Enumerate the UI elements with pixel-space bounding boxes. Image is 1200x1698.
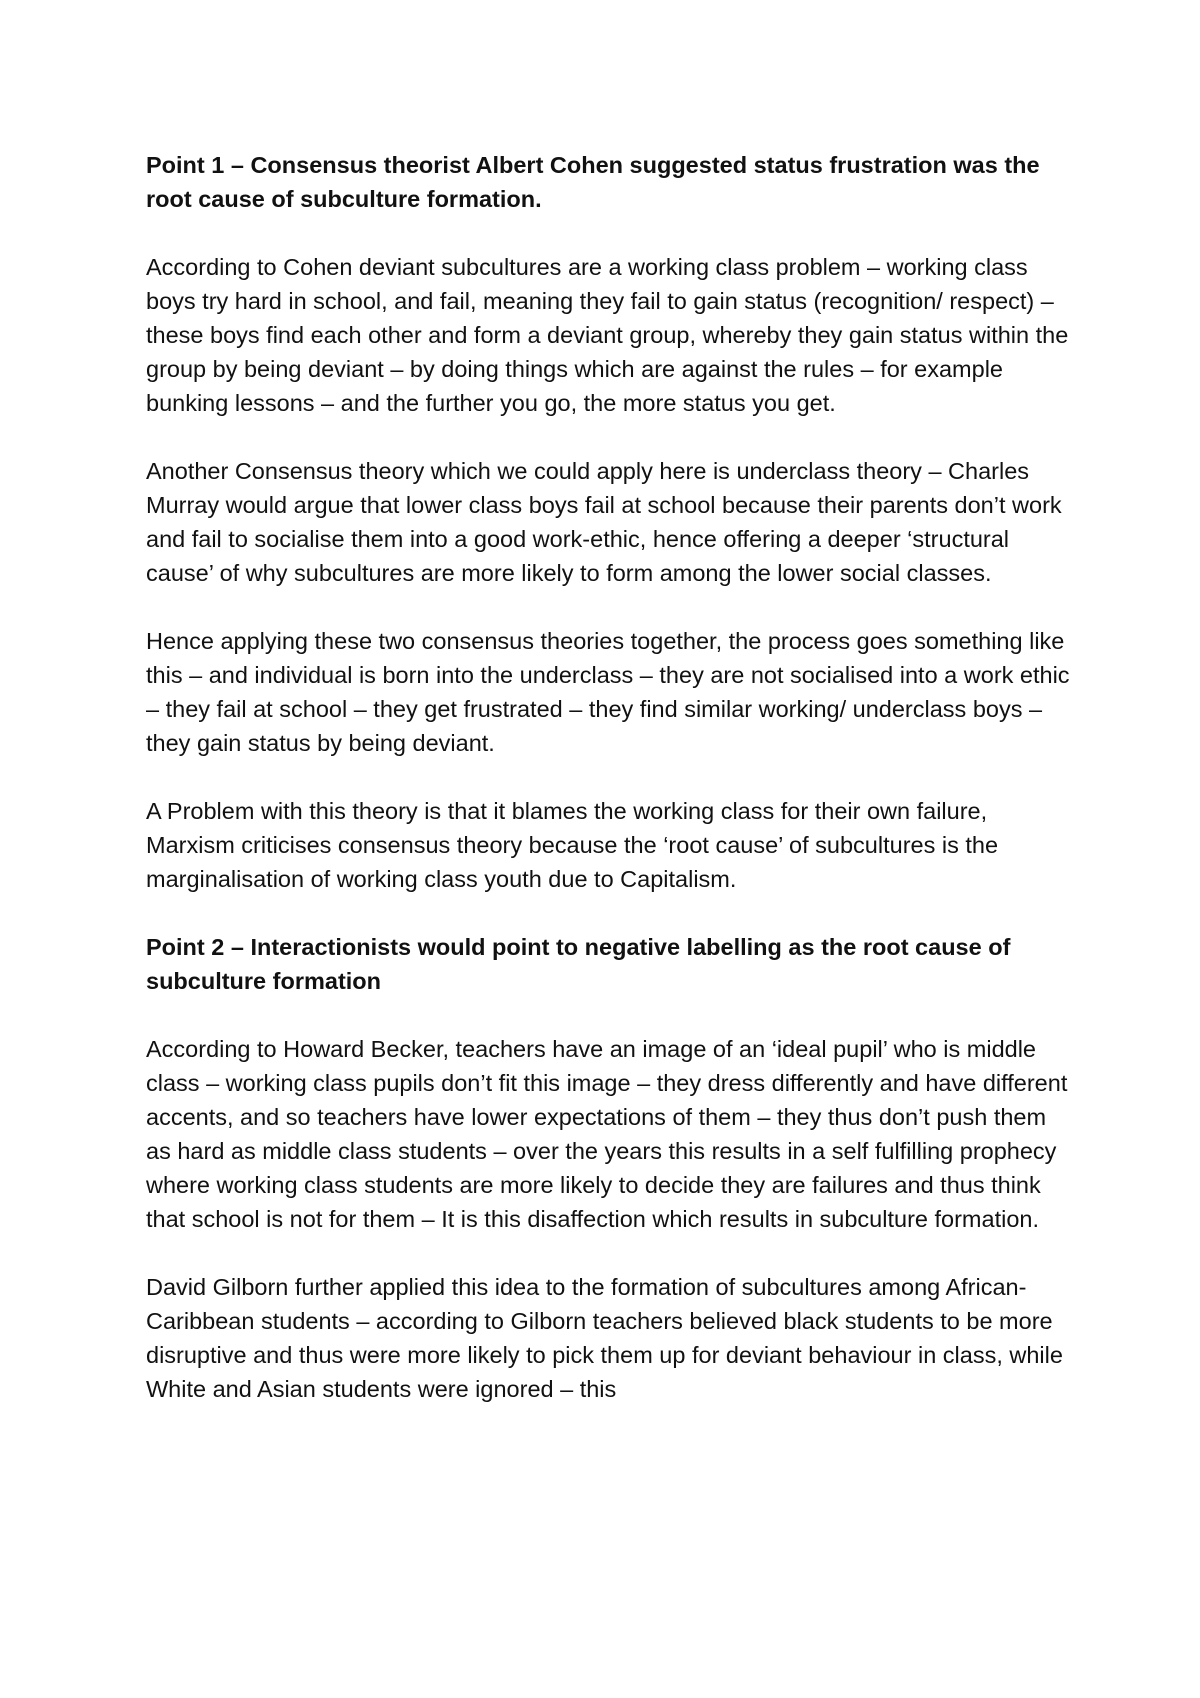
point-1-paragraph-underclass: Another Consensus theory which we could apply here is underclass theory – Charles Murray would argue that lower class boys fail at school because their parents don’t work and fail to socialise them into a good work-ethic, hence offering a deeper ‘structural cause’ of why subcultures are more likely to form among the lower social classes.	[146, 458, 1062, 586]
point-1-heading: Point 1 – Consensus theorist Albert Cohen suggested status frustration was the root cause of subculture formation.	[146, 152, 1040, 212]
point-2-paragraph-gilborn: David Gilborn further applied this idea to the formation of subcultures among African-Caribbean students – according to Gilborn teachers believed black students to be more disruptive and thus were more likely to pick them up for deviant behaviour in class, while White and Asian students were ignored – this	[146, 1274, 1063, 1402]
point-1-paragraph-criticism: A Problem with this theory is that it blames the working class for their own failure, Marxism criticises consensus theory because the ‘root cause’ of subcultures is the marginalisation of working class youth due to Capitalism.	[146, 798, 999, 892]
point-2-heading: Point 2 – Interactionists would point to negative labelling as the root cause of subculture formation	[146, 934, 1011, 994]
document-body	[146, 148, 1076, 1406]
point-1-paragraph-process: Hence applying these two consensus theories together, the process goes something like this – and individual is born into the underclass – they are not socialised into a work ethic – they fail at school – they get frustrated – they find similar working/ underclass boys – they gain status by being deviant.	[146, 628, 1070, 756]
point-1-paragraph-cohen: According to Cohen deviant subcultures are a working class problem – working class boys try hard in school, and fail, meaning they fail to gain status (recognition/ respect) – these boys find each other and form a deviant group, whereby they gain status within the group by being deviant – by doing things which are against the rules – for example bunking lessons – and the further you go, the more status you get.	[146, 254, 1069, 416]
point-2-paragraph-becker: According to Howard Becker, teachers have an image of an ‘ideal pupil’ who is middle class – working class pupils don’t fit this image – they dress differently and have different accents, and so teachers have lower expectations of them – they thus don’t push them as hard as middle class students – over the years this results in a self fulfilling prophecy where working class students are more likely to decide they are failures and thus think that school is not for them – It is this disaffection which results in subculture formation.	[146, 1036, 1068, 1232]
